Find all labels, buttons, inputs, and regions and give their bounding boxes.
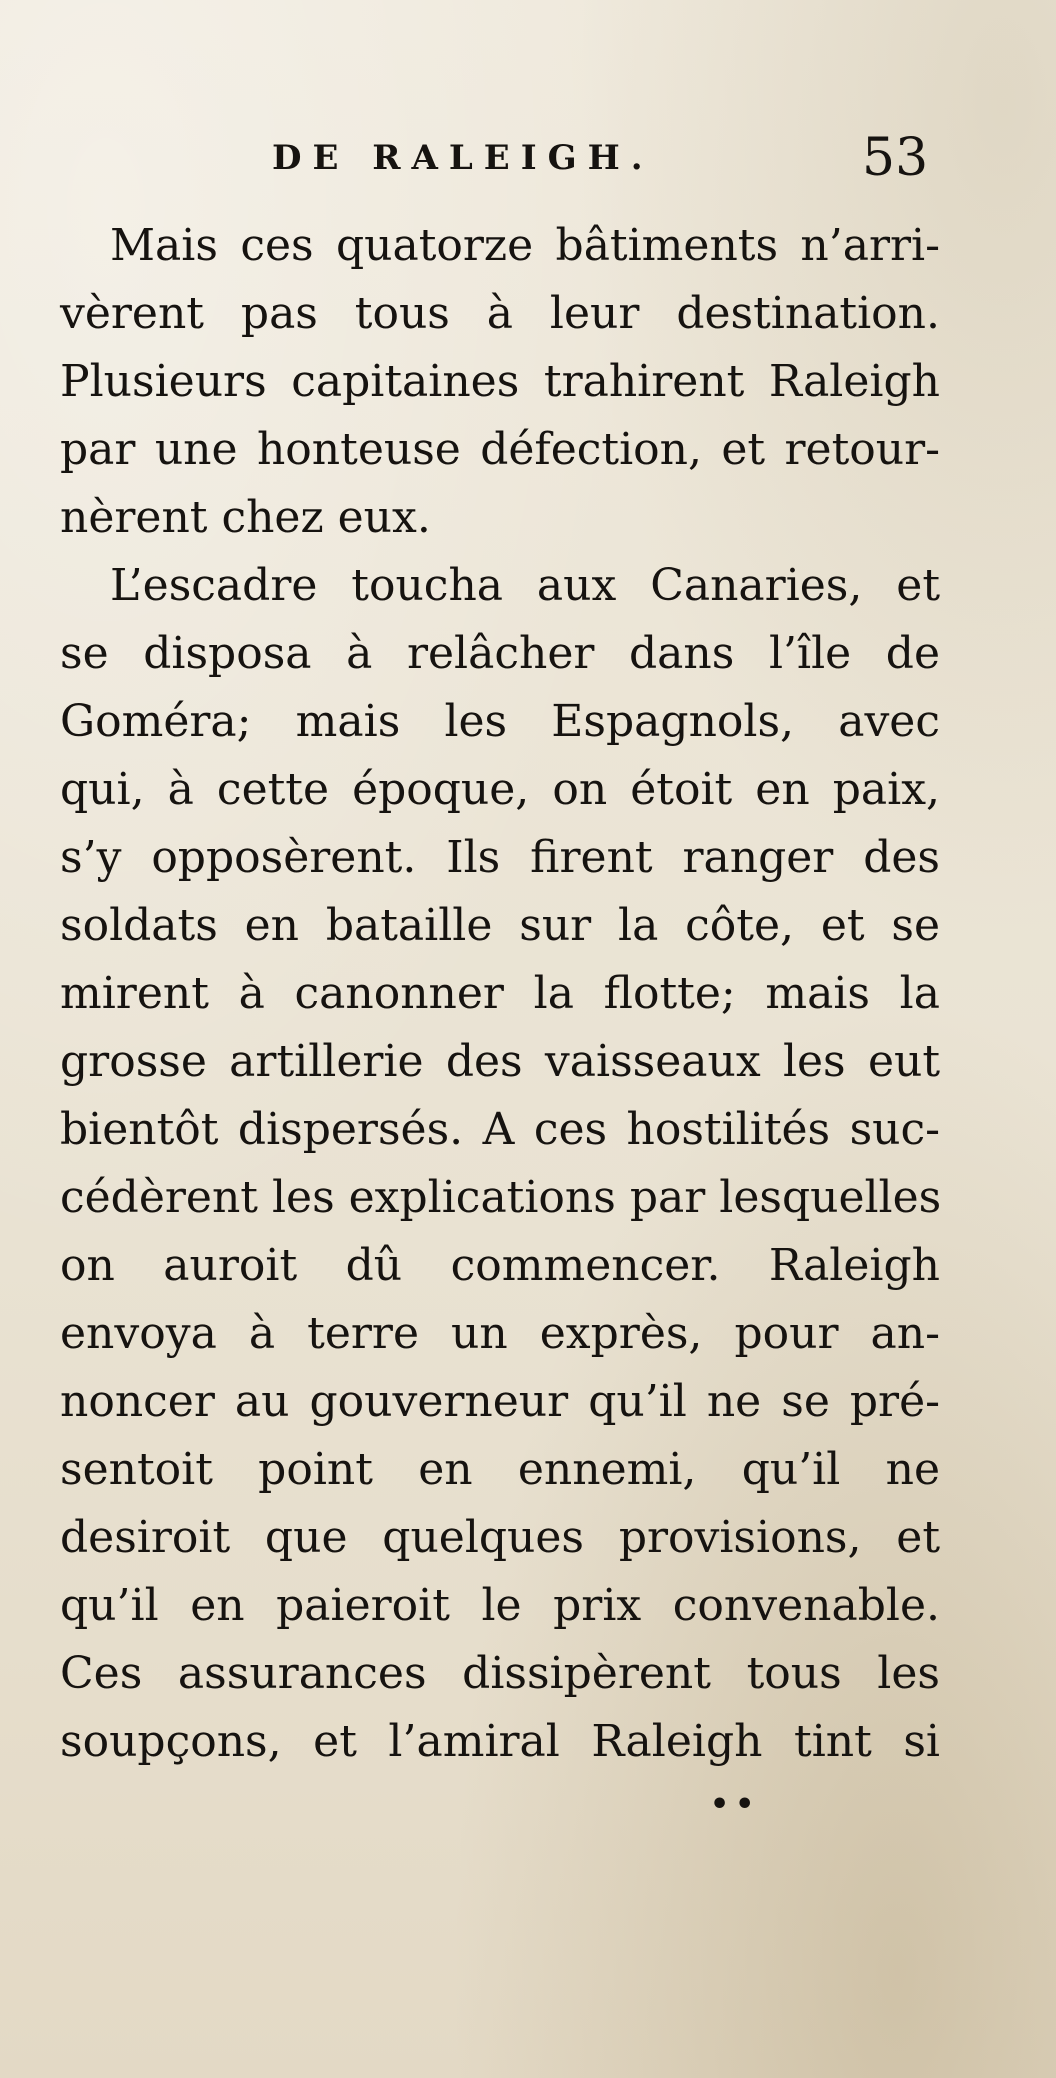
text-line: noncer au gouverneur qu’il ne se pré-: [60, 1376, 940, 1427]
text-line: s’y opposèrent. Ils firent ranger des: [60, 832, 940, 883]
text-line: cédèrent les explications par lesquelles: [60, 1172, 942, 1223]
text-line: bientôt dispersés. A ces hostilités suc-: [60, 1104, 940, 1155]
text-line: nèrent chez eux.: [60, 492, 431, 543]
text-line: Plusieurs capitaines trahirent Raleigh: [60, 356, 940, 407]
page-number: 53: [862, 128, 929, 188]
text-line: par une honteuse défection, et retour-: [60, 424, 940, 475]
running-head: DE RALEIGH.: [272, 138, 654, 178]
text-line: soupçons, et l’amiral Raleigh tint si: [60, 1716, 940, 1767]
text-line: mirent à canonner la flotte; mais la: [60, 968, 940, 1019]
text-line: envoya à terre un exprès, pour an-: [60, 1308, 940, 1359]
signature-mark: ••: [710, 1787, 761, 1822]
text-line: Ces assurances dissipèrent tous les: [60, 1648, 940, 1699]
text-line: qui, à cette époque, on étoit en paix,: [60, 764, 940, 815]
text-line: vèrent pas tous à leur destination.: [60, 288, 940, 339]
text-line: se disposa à relâcher dans l’île de: [60, 628, 940, 679]
text-line: Goméra; mais les Espagnols, avec: [60, 696, 940, 747]
text-line: grosse artillerie des vaisseaux les eut: [60, 1036, 940, 1087]
text-line: soldats en bataille sur la côte, et se: [60, 900, 940, 951]
text-line: on auroit dû commencer. Raleigh: [60, 1240, 940, 1291]
text-line: qu’il en paieroit le prix convenable.: [60, 1580, 940, 1631]
text-line: desiroit que quelques provisions, et: [60, 1512, 940, 1563]
text-line: L’escadre toucha aux Canaries, et: [110, 560, 940, 611]
text-line: Mais ces quatorze bâtiments n’arri-: [110, 220, 940, 271]
text-line: sentoit point en ennemi, qu’il ne: [60, 1444, 940, 1495]
